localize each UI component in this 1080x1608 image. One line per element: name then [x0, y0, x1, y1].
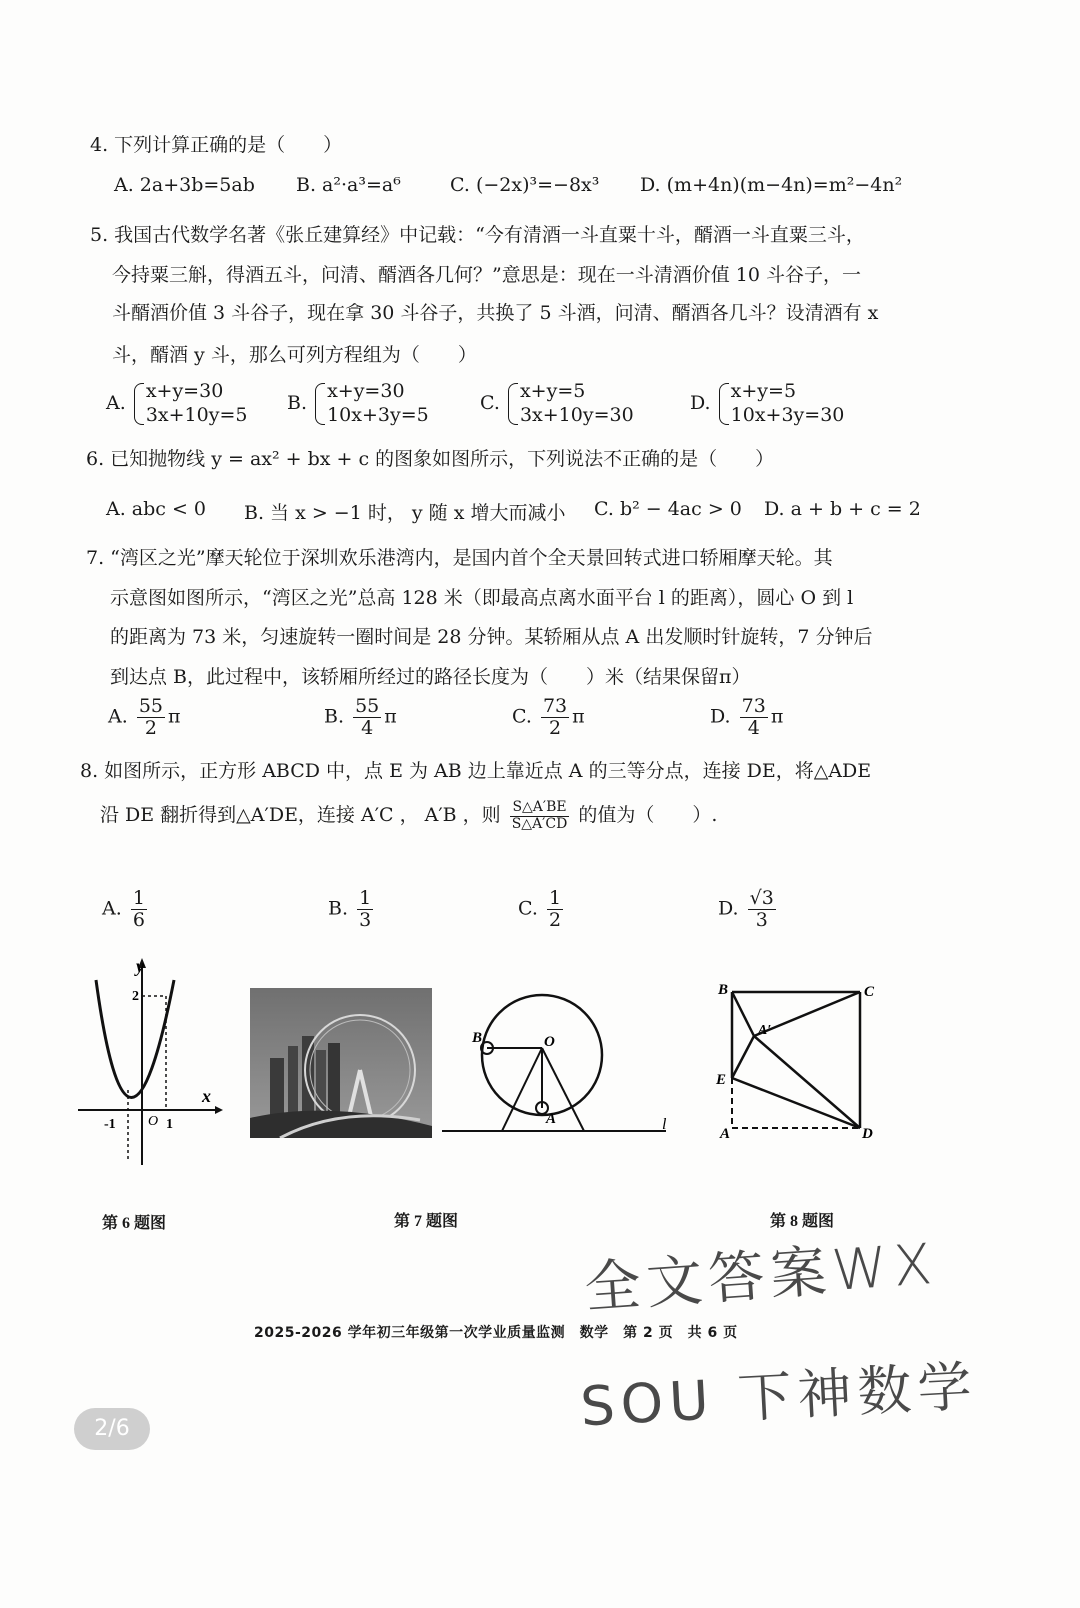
fig8-label-c: C	[864, 984, 875, 1000]
q7-option-b-den: 4	[361, 716, 374, 739]
q8-option-a-den: 6	[132, 908, 145, 931]
q7-line-3: 的距离为 73 米，匀速旋转一圈时间是 28 分钟。某轿厢从点 A 出发顺时针旋转，7 分钟后	[110, 626, 873, 648]
q5-option-a-label: A.	[106, 391, 126, 414]
fig8-segment-a1b	[732, 992, 754, 1036]
q7-option-c-den: 2	[549, 716, 562, 739]
fig8-label-e: E	[716, 1072, 727, 1088]
q8-option-b	[328, 888, 376, 931]
page-footer: 2025-2026 学年初三年级第一次学业质量监测 数学 第 2 页 共 6 页	[254, 1325, 738, 1341]
q7-option-a-den: 2	[144, 716, 157, 739]
q7-line-4: 到达点 B，此过程中，该轿厢所经过的路径长度为（ ）米（结果保留π）	[110, 666, 751, 688]
q8-option-c	[518, 888, 566, 931]
fig6-label-origin: O	[148, 1114, 159, 1129]
q7-option-a-num: 55	[138, 695, 163, 717]
fig6-label-neg1: -1	[104, 1117, 116, 1132]
q7-line-1: 7. “湾区之光”摩天轮位于深圳欢乐港湾内，是国内首个全天景回转式进口轿厢摩天轮。其	[86, 547, 833, 569]
q8-option-b-label: B.	[328, 897, 349, 920]
q8-option-c-num: 1	[548, 887, 562, 909]
q7-option-a-label: A.	[108, 705, 128, 728]
q8-option-b-den: 3	[359, 908, 372, 931]
q5-line-1: 5. 我国古代数学名著《张丘建算经》中记载：“今有清酒一斗直粟十斗，醑酒一斗直粟三斗，	[90, 224, 865, 246]
q5-option-d	[690, 380, 844, 428]
q7-option-b-label: B.	[324, 705, 345, 728]
q5-option-d-label: D.	[690, 391, 711, 414]
q5-line-3: 斗醑酒价值 3 斗谷子，现在拿 30 斗谷子，共换了 5 斗酒，问清、醑酒各几斗？设清酒有 x	[112, 302, 879, 324]
q8-ratio-num: S△A′BE	[510, 800, 570, 816]
q5-option-c-eq1: x+y=5	[519, 380, 586, 402]
q8-option-d	[718, 888, 779, 931]
q7-option-b	[324, 696, 397, 739]
q4-stem: 4. 下列计算正确的是（ ）	[90, 134, 343, 156]
q7-option-c	[512, 696, 585, 739]
q7-option-c-label: C.	[512, 705, 532, 728]
q5-option-b-system	[313, 380, 429, 428]
handwriting-line-1: 全文答案WX	[582, 1231, 940, 1322]
page-indicator[interactable]: 2/6	[74, 1408, 150, 1450]
fig8-label-a1: A′	[758, 1023, 772, 1038]
q8-option-a	[102, 888, 150, 931]
fig8-segment-ea1	[732, 1036, 754, 1078]
q7-option-c-pi: π	[572, 705, 585, 728]
fig6-x-arrow	[215, 1106, 223, 1114]
figure-7-diagram	[438, 978, 678, 1158]
fig7-label-b: B	[472, 1030, 483, 1046]
q5-option-c-system	[506, 380, 634, 428]
q8-line-2-post: 的值为（ ）.	[578, 804, 718, 826]
q5-option-b-eq2: 10x+3y=5	[327, 403, 429, 426]
q8-option-d-den: 3	[755, 908, 768, 931]
q7-option-d-label: D.	[710, 705, 731, 728]
q8-option-c-label: C.	[518, 897, 538, 920]
q7-option-d	[710, 696, 783, 739]
handwriting-line-2: SOU 下神数学	[578, 1354, 980, 1439]
q5-line-4: 斗，醑酒 y 斗，那么可列方程组为（ ）	[112, 344, 477, 366]
q5-option-c-label: C.	[480, 391, 500, 414]
q8-line-2-pre: 沿 DE 翻折得到△A′DE，连接 A′C ， A′B ，则	[100, 804, 501, 826]
q5-option-d-eq2: 10x+3y=30	[730, 403, 845, 426]
q7-option-d-num: 73	[741, 695, 766, 717]
q5-option-a	[106, 380, 247, 428]
fig6-label-x: x	[202, 1086, 211, 1106]
q5-option-b-label: B.	[287, 391, 308, 414]
fig8-label-a: A	[720, 1126, 731, 1142]
fig8-label-d: D	[862, 1126, 873, 1142]
fig7-label-l: l	[662, 1116, 667, 1133]
q7-option-b-pi: π	[384, 705, 397, 728]
q7-option-d-pi: π	[770, 705, 784, 728]
fig8-label-b: B	[718, 982, 729, 998]
q7-option-c-num: 73	[542, 695, 568, 717]
q7-option-a-pi: π	[168, 705, 181, 728]
q8-line-1: 8. 如图所示，正方形 ABCD 中，点 E 为 AB 边上靠近点 A 的三等分点，连接 DE，将△ADE	[80, 760, 872, 782]
q5-option-d-eq1: x+y=5	[730, 380, 797, 402]
q7-option-b-num: 55	[355, 695, 380, 717]
fig8-segment-a1d	[754, 1036, 860, 1128]
q5-option-a-eq2: 3x+10y=5	[145, 403, 248, 426]
q8-option-b-num: 1	[359, 887, 372, 909]
q6-stem: 6. 已知抛物线 y = ax² + bx + c 的图象如图所示，下列说法不正确的是（ ）	[86, 448, 775, 470]
figure-6-parabola	[70, 950, 230, 1190]
q8-line-2	[100, 800, 717, 832]
caption-figure-8: 第 8 题图	[770, 1213, 835, 1230]
fig6-label-y: y	[136, 956, 144, 976]
fig6-label-2: 2	[132, 989, 139, 1004]
fig6-label-1: 1	[166, 1117, 173, 1132]
caption-figure-6: 第 6 题图	[102, 1215, 167, 1232]
fig8-segment-de	[732, 1078, 860, 1128]
q7-option-a	[108, 696, 181, 739]
q6-option-b: B. 当 x > −1 时， y 随 x 增大而减小	[244, 502, 566, 524]
q5-option-c-eq2: 3x+10y=30	[519, 403, 634, 426]
fig7-label-o: O	[544, 1034, 555, 1050]
q4-option-d: D. (m+4n)(m−4n)=m²−4n²	[640, 174, 903, 196]
q6-option-d: D. a + b + c = 2	[764, 498, 921, 520]
q8-option-d-num: √3	[749, 887, 774, 909]
q7-option-d-den: 4	[747, 716, 760, 739]
q6-option-c: C. b² − 4ac > 0	[594, 498, 742, 520]
q8-ratio-den: S△A′CD	[511, 815, 568, 832]
q8-option-c-den: 2	[548, 908, 562, 931]
q8-option-d-label: D.	[718, 897, 739, 920]
q4-option-b: B. a²·a³=a⁶	[296, 174, 401, 196]
q5-option-a-system	[132, 380, 248, 428]
q6-option-a: A. abc < 0	[106, 498, 207, 520]
figure-8-square	[712, 978, 892, 1158]
figure-7-photo	[250, 988, 432, 1138]
q5-option-c	[480, 380, 634, 428]
q7-line-2: 示意图如图所示，“湾区之光”总高 128 米（即最高点离水面平台 l 的距离），圆心 O 到 l	[110, 587, 854, 609]
q5-option-a-eq1: x+y=30	[145, 380, 224, 402]
q8-option-a-num: 1	[132, 887, 145, 909]
q4-option-c: C. (−2x)³=−8x³	[450, 174, 600, 196]
q5-option-b	[287, 380, 429, 428]
q8-option-a-label: A.	[102, 897, 122, 920]
q5-option-b-eq1: x+y=30	[327, 380, 405, 402]
q5-line-2: 今持粟三斛，得酒五斗，问清、醑酒各几何？”意思是：现在一斗清酒价值 10 斗谷子，一	[112, 264, 861, 286]
q5-option-d-system	[717, 380, 845, 428]
fig7-label-a: A	[546, 1111, 557, 1127]
caption-figure-7: 第 7 题图	[394, 1213, 459, 1230]
fig7-support-left	[502, 1048, 542, 1131]
q4-option-a: A. 2a+3b=5ab	[114, 174, 255, 196]
